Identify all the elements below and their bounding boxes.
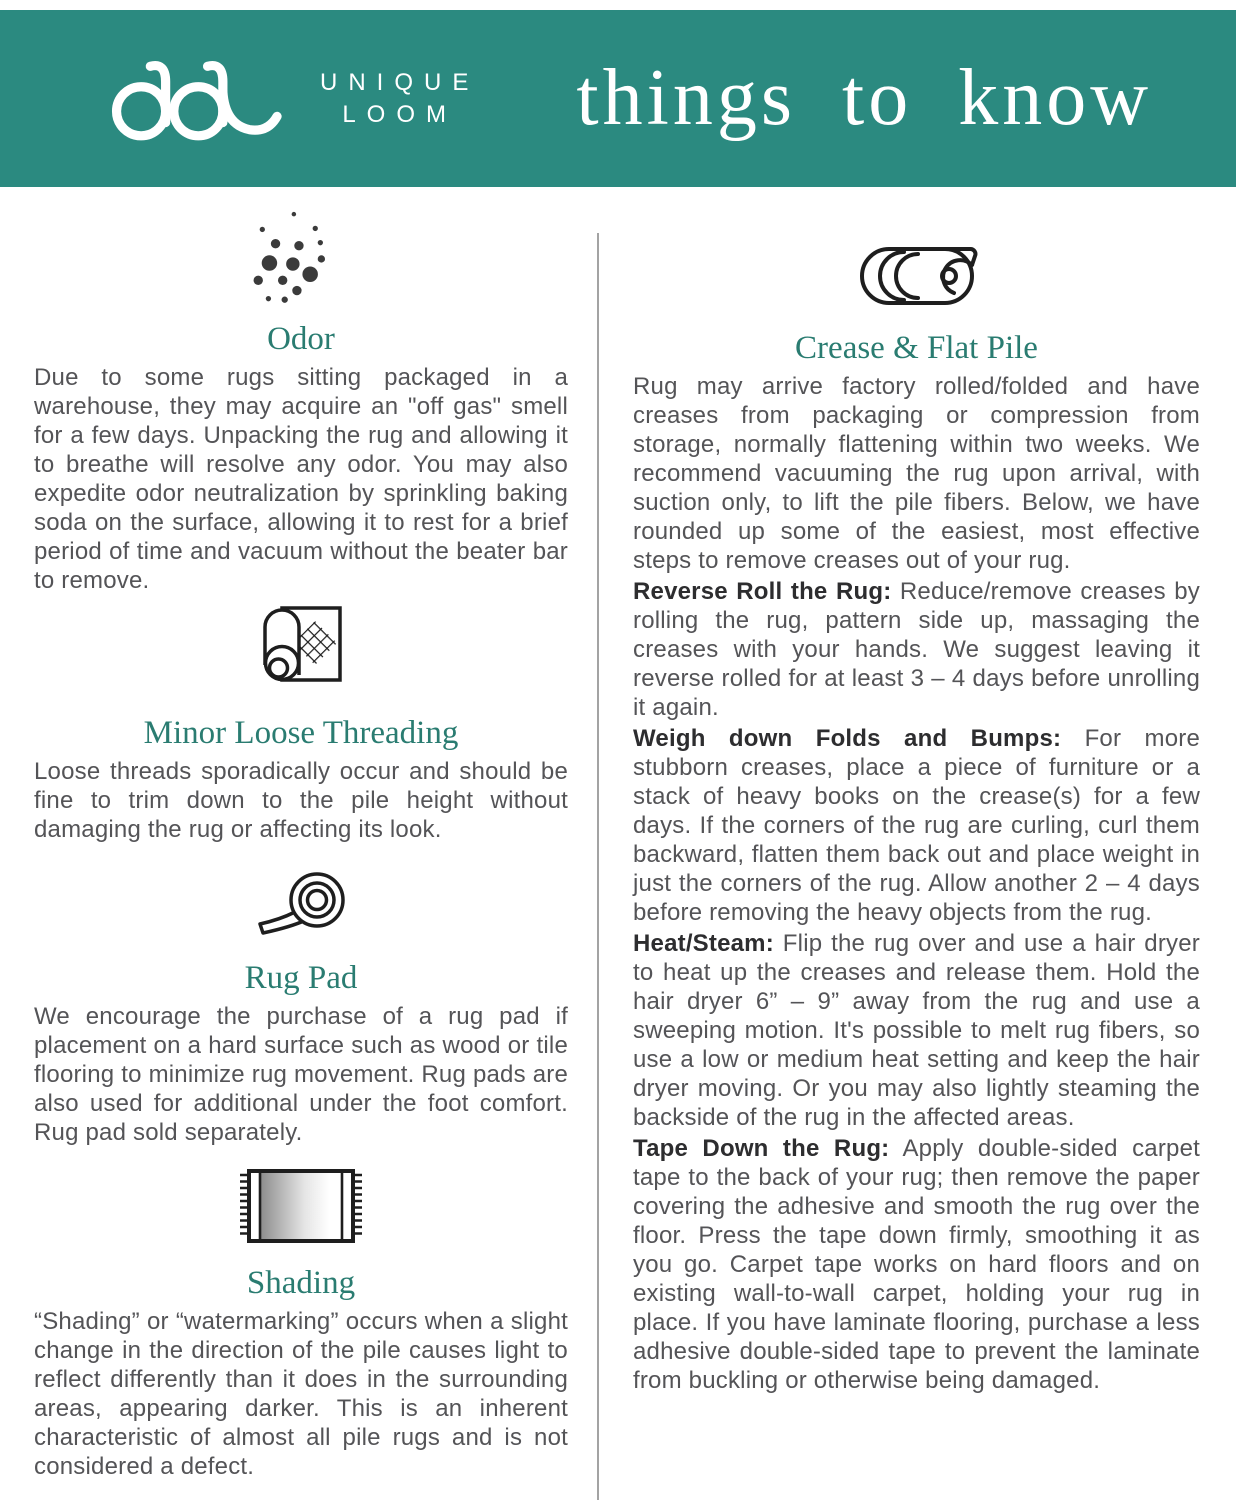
step-lead: Tape Down the Rug:: [633, 1135, 890, 1162]
rolled-rug-corner-icon: [257, 603, 345, 687]
section-heading: Minor Loose Threading: [143, 715, 459, 751]
section-body: Loose threads sporadically occur and should be fine to trim down to the pile height without damaging the rug or affecting its look.: [34, 758, 568, 843]
unique-loom-logo-icon: [106, 53, 306, 145]
section-rug-pad: [34, 870, 568, 1147]
content: [0, 187, 1236, 1500]
fringed-rug-shading-icon: [236, 1167, 366, 1245]
right-column: [633, 187, 1200, 1395]
section-loose-threading: [34, 603, 568, 844]
step-reverse-roll: [633, 577, 1200, 722]
section-heading: Shading: [246, 1265, 356, 1301]
step-body: Reduce/remove creases by rolling the rug, pattern side up, massaging the creases with your hands. We suggest leaving it reverse rolled for at least 3 – 4 days before unrolling it again.: [633, 578, 1200, 721]
step-body: Apply double-sided carpet tape to the back of your rug; then remove the paper covering the adhesive and smooth the rug over the floor. Press the tape down firmly, smoothing it as you go. Carpet tape works on hard floors and on existing wall-to-wall carpet, holding your rug in place. If you have laminate flooring, purchase a less adhesive double-sided tape to prevent the laminate from buckling or otherwise being damaged.: [633, 1135, 1201, 1394]
section-body: We encourage the purchase of a rug pad if placement on a hard surface such as wood or tile flooring to minimize rug movement. Rug pads are also used for additional under the foot comfort. Rug pad sold separately.: [34, 1003, 568, 1146]
brand-line-1: UNIQUE: [320, 68, 480, 96]
left-column: [34, 187, 568, 1481]
section-body: “Shading” or “watermarking” occurs when a slight change in the direction of the pile causes light to reflect differently than it does in the surrounding areas, appearing darker. This is an inherent characteristic of almost all pile rugs and is not considered a defect.: [34, 1308, 568, 1480]
step-tape-down: [633, 1134, 1200, 1395]
step-lead: Reverse Roll the Rug:: [633, 578, 892, 605]
step-weigh-down: [633, 724, 1200, 927]
step-body: For more stubborn creases, place a piece of furniture or a stack of heavy books on the crease(s) for a few days. If the corners of the rug are curling, curl them backward, flatten them back out and place weight in just the corners of the rug. Allow another 2 – 4 days before removing the heavy objects from the rug.: [633, 725, 1200, 926]
section-heading: Crease & Flat Pile: [795, 330, 1038, 366]
step-lead: Weigh down Folds and Bumps:: [633, 725, 1062, 752]
brand-line-2: LOOM: [342, 100, 458, 128]
step-body: Flip the rug over and use a hair dryer to heat up the creases and release them. Hold the hair dryer 6” – 9” away from the rug and use a sweeping motion. It's possible to melt rug fibers, so use a low or medium heat setting and keep the hair dryer moving. Or you may also lightly steaming the backside of the rug in the affected areas.: [633, 930, 1200, 1131]
section-heading: Rug Pad: [244, 960, 358, 996]
section-body: Due to some rugs sitting packaged in a warehouse, they may acquire an "off gas" smell for a few days. Unpacking the rug and allowing it to breathe will resolve any odor. You may also expedite odor neutralization by sprinkling baking soda on the surface, allowing it to rest for a brief period of time and vacuum without the beater bar to remove.: [34, 364, 568, 594]
column-divider: [597, 233, 599, 1500]
odor-dots-icon: [245, 205, 357, 317]
step-heat-steam: [633, 929, 1200, 1132]
header-banner: [0, 10, 1236, 187]
section-shading: [34, 1167, 568, 1481]
section-odor: [34, 205, 568, 595]
section-heading: Odor: [267, 321, 335, 357]
section-body: Rug may arrive factory rolled/folded and have creases from packaging or compression from storage, normally flattening within two weeks. We recommend vacuuming the rug upon arrival, with suction only, to lift the pile fibers. Below, we have rounded up some of the easiest, most effective steps to remove creases out of your rug.: [633, 373, 1200, 574]
rolled-rug-side-icon: [852, 244, 982, 310]
section-crease-flat-pile: [633, 244, 1200, 575]
step-lead: Heat/Steam:: [633, 930, 774, 957]
brand-wordmark: [320, 67, 479, 131]
tape-roll-icon: [251, 870, 351, 936]
page-title: things to know: [576, 54, 1152, 142]
